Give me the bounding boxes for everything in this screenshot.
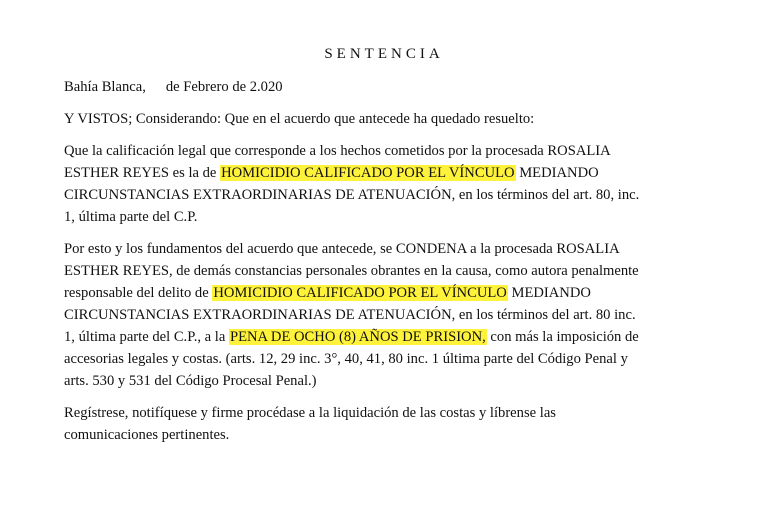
p1-line-2-post: MEDIANDO (515, 165, 599, 181)
highlighted-offense: HOMICIDIO CALIFICADO POR EL VÍNCULO (213, 285, 507, 301)
p2-line-5-pre: 1, última parte del C.P., a la (64, 329, 229, 345)
p2-line-3-post: MEDIANDO (507, 285, 591, 301)
p3-line-1: Regístrese, notifíquese y firme procédase a la liquidación de las costas y líbrense las (64, 405, 556, 421)
p2-line-3-pre: responsable del delito de (64, 285, 213, 301)
p1-line-2 (64, 162, 599, 184)
vistos-line: Y VISTOS; Considerando: Que en el acuerdo que antecede ha quedado resuelto: (64, 111, 535, 127)
p2-line-5-post: con más la imposición de (486, 329, 639, 345)
p1-line-4: 1, última parte del C.P. (64, 209, 198, 225)
p1-line-2-pre: ESTHER REYES es la de (64, 165, 221, 181)
p3-line-2: comunicaciones pertinentes. (64, 427, 230, 443)
p2-line-5 (64, 326, 639, 348)
highlighted-offense: HOMICIDIO CALIFICADO POR EL VÍNCULO (221, 165, 515, 181)
p2-line-1: Por esto y los fundamentos del acuerdo que antecede, se CONDENA a la procesada ROSALIA (64, 241, 620, 257)
date-place: Bahía Blanca, (64, 79, 146, 95)
date-text: de Febrero de 2.020 (165, 79, 283, 95)
document-title: SENTENCIA (324, 46, 444, 62)
p2-line-3 (64, 282, 591, 304)
highlighted-sentence: PENA DE OCHO (8) AÑOS DE PRISION, (229, 329, 486, 345)
p2-line-6: accesorias legales y costas. (arts. 12, 29 inc. 3°, 40, 41, 80 inc. 1 última parte del Código Penal y (64, 351, 628, 367)
p2-line-4: CIRCUNSTANCIAS EXTRAORDINARIAS DE ATENUACIÓN, en los términos del art. 80 inc. (64, 307, 636, 323)
p1-line-3: CIRCUNSTANCIAS EXTRAORDINARIAS DE ATENUACIÓN, en los términos del art. 80, inc. (64, 187, 640, 203)
p1-line-1: Que la calificación legal que corresponde a los hechos cometidos por la procesada ROSALIA (64, 143, 611, 159)
p2-line-7: arts. 530 y 531 del Código Procesal Penal.) (64, 373, 317, 389)
p2-line-2: ESTHER REYES, de demás constancias personales obrantes en la causa, como autora penalmente (64, 263, 639, 279)
date-line (64, 76, 283, 98)
